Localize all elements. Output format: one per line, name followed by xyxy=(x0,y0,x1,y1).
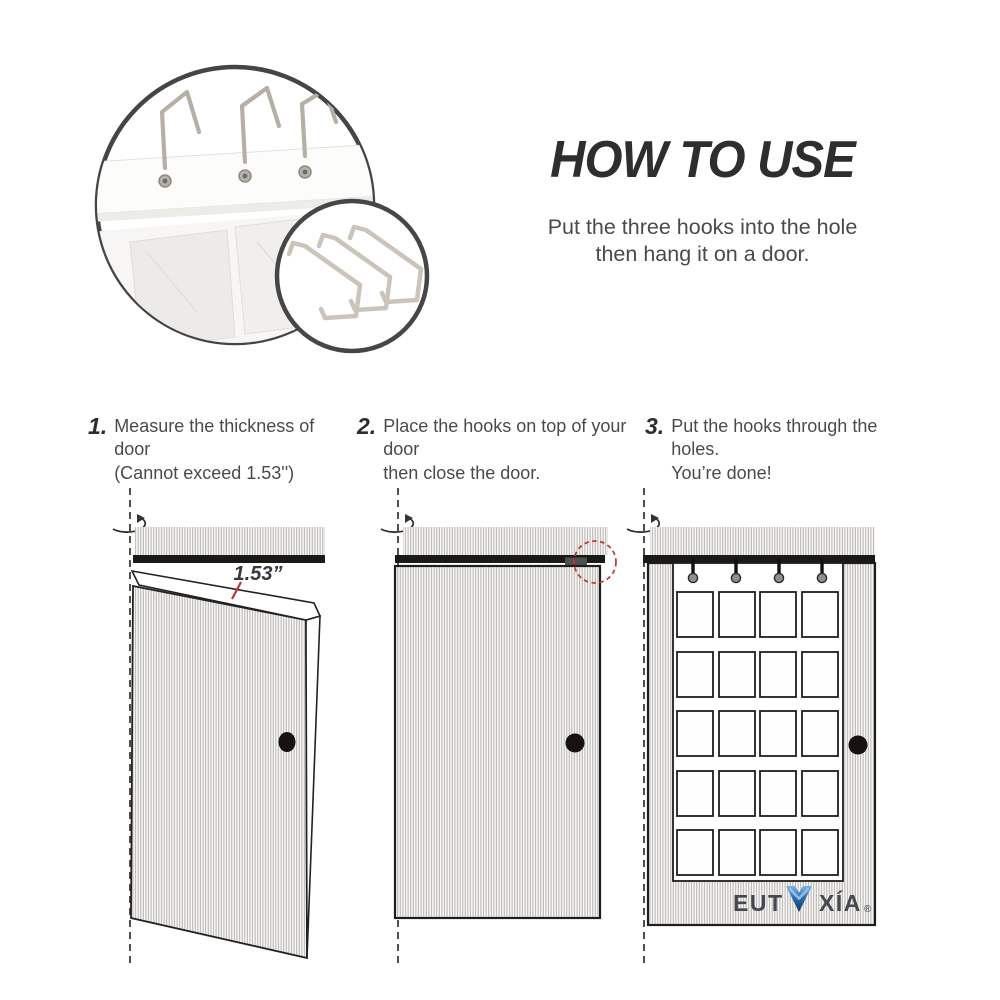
pocket xyxy=(719,771,755,816)
step-1-number: 1. xyxy=(88,413,108,439)
pocket xyxy=(719,711,755,756)
pocket xyxy=(719,652,755,697)
page-title: HOW TO USE xyxy=(550,131,855,189)
hook-grommet-icon xyxy=(688,573,697,582)
step-3-line2: You’re done! xyxy=(671,462,772,483)
step-1 xyxy=(88,415,343,485)
step-1-line2: (Cannot exceed 1.53'') xyxy=(114,462,295,483)
door-knob xyxy=(279,732,296,752)
door-knob xyxy=(566,734,585,753)
pocket xyxy=(677,830,713,875)
pocket xyxy=(760,771,796,816)
door-top-bar xyxy=(643,555,875,563)
step-1-line1: Measure the thickness of door xyxy=(114,416,315,460)
door-diagram-step2 xyxy=(355,480,610,975)
header xyxy=(500,133,905,268)
door-diagram-step1 xyxy=(85,480,345,975)
step-2-text xyxy=(383,415,632,485)
door-front-face xyxy=(131,586,307,958)
brand-text-right: XÍA xyxy=(819,890,862,916)
hooks-magnifier-illustration xyxy=(75,50,455,380)
pocket xyxy=(802,830,838,875)
pocket xyxy=(677,652,713,697)
door-side-edge xyxy=(306,616,320,958)
step-3-text xyxy=(671,415,910,485)
subtitle-line1: Put the three hooks into the hole xyxy=(547,214,858,239)
pocket xyxy=(802,771,838,816)
pocket xyxy=(802,711,838,756)
step-1-text xyxy=(114,415,343,485)
hook-grommet-icon xyxy=(774,573,783,582)
door-frame-stripes xyxy=(403,527,608,555)
step-3-number: 3. xyxy=(645,413,665,439)
grommet-icon xyxy=(303,170,308,175)
grommet-icon xyxy=(243,174,248,179)
pocket xyxy=(802,592,838,637)
pocket xyxy=(760,830,796,875)
door-knob xyxy=(849,736,868,755)
door-top-bar xyxy=(133,555,325,563)
pocket xyxy=(677,771,713,816)
door-diagram-step3 xyxy=(615,480,910,975)
pocket xyxy=(719,830,755,875)
step-2-line2: then close the door. xyxy=(383,462,541,483)
step-2-number: 2. xyxy=(357,413,377,439)
subtitle-line2: then hang it on a door. xyxy=(595,241,810,266)
step-2 xyxy=(357,415,632,485)
subtitle xyxy=(500,214,905,268)
step-2-line1: Place the hooks on top of your door xyxy=(383,416,627,460)
pocket xyxy=(760,652,796,697)
grommet-icon xyxy=(163,179,168,184)
magnifier-circle-small xyxy=(277,201,427,351)
organizer-pocket-sheet xyxy=(130,230,235,349)
pocket xyxy=(677,592,713,637)
brand-registered-mark: ® xyxy=(864,904,872,915)
pocket xyxy=(719,592,755,637)
pocket xyxy=(802,652,838,697)
step-3 xyxy=(645,415,910,485)
hook-grommet-icon xyxy=(817,573,826,582)
step-3-line1: Put the hooks through the holes. xyxy=(671,416,878,460)
door-frame-stripes xyxy=(135,527,325,555)
door-frame-stripes xyxy=(650,527,875,555)
hook-grommet-icon xyxy=(731,573,740,582)
thickness-label: 1.53” xyxy=(233,563,283,585)
brand-text-left: EUT xyxy=(733,890,784,916)
pocket xyxy=(677,711,713,756)
pocket xyxy=(760,592,796,637)
pocket xyxy=(760,711,796,756)
